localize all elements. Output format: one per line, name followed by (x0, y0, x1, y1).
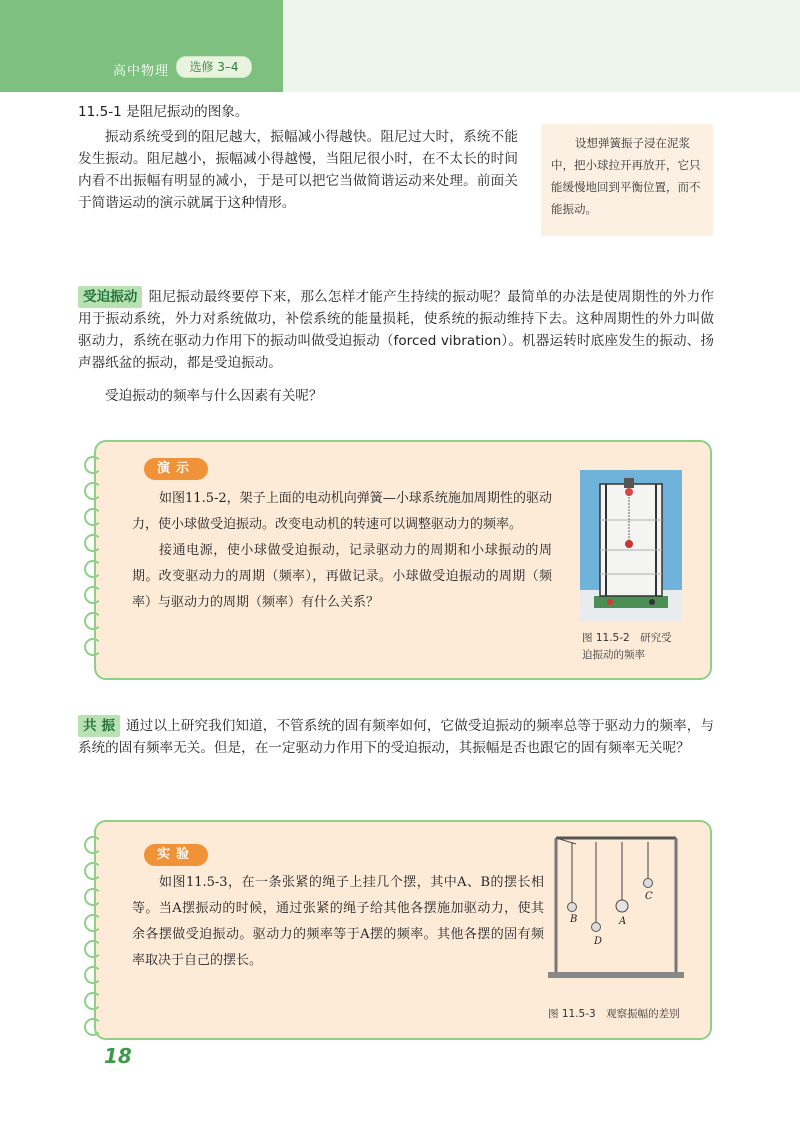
experiment-tag: 实验 (144, 844, 208, 866)
demo-caption-line-1: 图 11.5-2 研究受 (582, 632, 672, 644)
demo-figure-caption (582, 630, 702, 664)
experiment-figure-caption: 图 11.5-3 观察振幅的差别 (548, 1008, 680, 1020)
demo-paragraph-2: 接通电源，使小球做受迫振动，记录驱动力的周期和小球振动的周期。改变驱动力的周期（频率），再做记录。小球做受迫振动的周期（频率）与驱动力的周期（频率）有什么关系？ (132, 543, 552, 610)
forced-vibration-question: 受迫振动的频率与什么因素有关呢？ (105, 388, 323, 404)
forced-vibration-heading: 受迫振动 (78, 286, 142, 308)
demo-paragraph-1: 如图11.5-2，架子上面的电动机向弹簧—小球系统施加周期性的驱动力，使小球做受迫振动。改变电动机的转速可以调整驱动力的频率。 (132, 491, 552, 532)
forced-vibration-text: 阻尼振动最终要停下来，那么怎样才能产生持续的振动呢？最简单的办法是使周期性的外力作用于振动系统，外力对系统做功，补偿系统的能量损耗，使系统的振动维持下去。这种周期性的外力叫做驱动力，系统在驱动力作用下的振动叫做受迫振动（forced vibration）。机器运转时底座发生的振动、扬声器纸盆的振动，都是受迫振动。 (78, 289, 714, 371)
paragraph-resonance (78, 715, 714, 759)
motor-spring-apparatus-photo (580, 470, 682, 622)
side-note-text: 设想弹簧振子浸在泥浆中，把小球拉开再放开，它只能缓慢地回到平衡位置，而不能振动。 (551, 136, 701, 216)
resonance-text: 通过以上研究我们知道，不管系统的固有频率如何，它做受迫振动的频率总等于驱动力的频率，与系统的固有频率无关。但是，在一定驱动力作用下的受迫振动，其振幅是否也跟它的固有频率无关呢？ (78, 718, 714, 756)
demo-text (132, 486, 552, 616)
header-volume-badge: 选修 3–4 (176, 56, 252, 78)
label-A: A (619, 916, 627, 927)
paragraph-forced-vibration (78, 286, 714, 374)
demo-caption-line-2: 迫振动的频率 (582, 649, 645, 661)
resonance-heading: 共 振 (78, 715, 120, 737)
intro-line: 11.5-1 是阻尼振动的图象。 (78, 104, 249, 120)
label-B: B (570, 914, 578, 925)
label-D: D (594, 936, 603, 947)
header-subject: 高中物理 (113, 64, 170, 79)
experiment-text (132, 870, 544, 974)
demo-tag: 演示 (144, 458, 208, 480)
experiment-paragraph: 如图11.5-3，在一条张紧的绳子上挂几个摆，其中A、B的摆长相等。当A摆振动的时候，通过张紧的绳子给其他各摆施加驱动力，使其余各摆做受迫振动。驱动力的频率等于A摆的频率。其他各摆的固有频率取决于自己的摆长。 (132, 875, 544, 968)
page-number: 18 (104, 1044, 132, 1068)
side-note (541, 124, 713, 236)
pendulum-frame-figure (546, 834, 686, 994)
label-C: C (645, 891, 653, 902)
paragraph-damping: 振动系统受到的阻尼越大，振幅减小得越快。阻尼过大时，系统不能发生振动。阻尼越小，振幅减小得越慢，当阻尼很小时，在不太长的时间内看不出振幅有明显的减小，于是可以把它当做简谐运动来处理。前面关于简谐运动的演示就属于这种情形。 (78, 129, 518, 211)
